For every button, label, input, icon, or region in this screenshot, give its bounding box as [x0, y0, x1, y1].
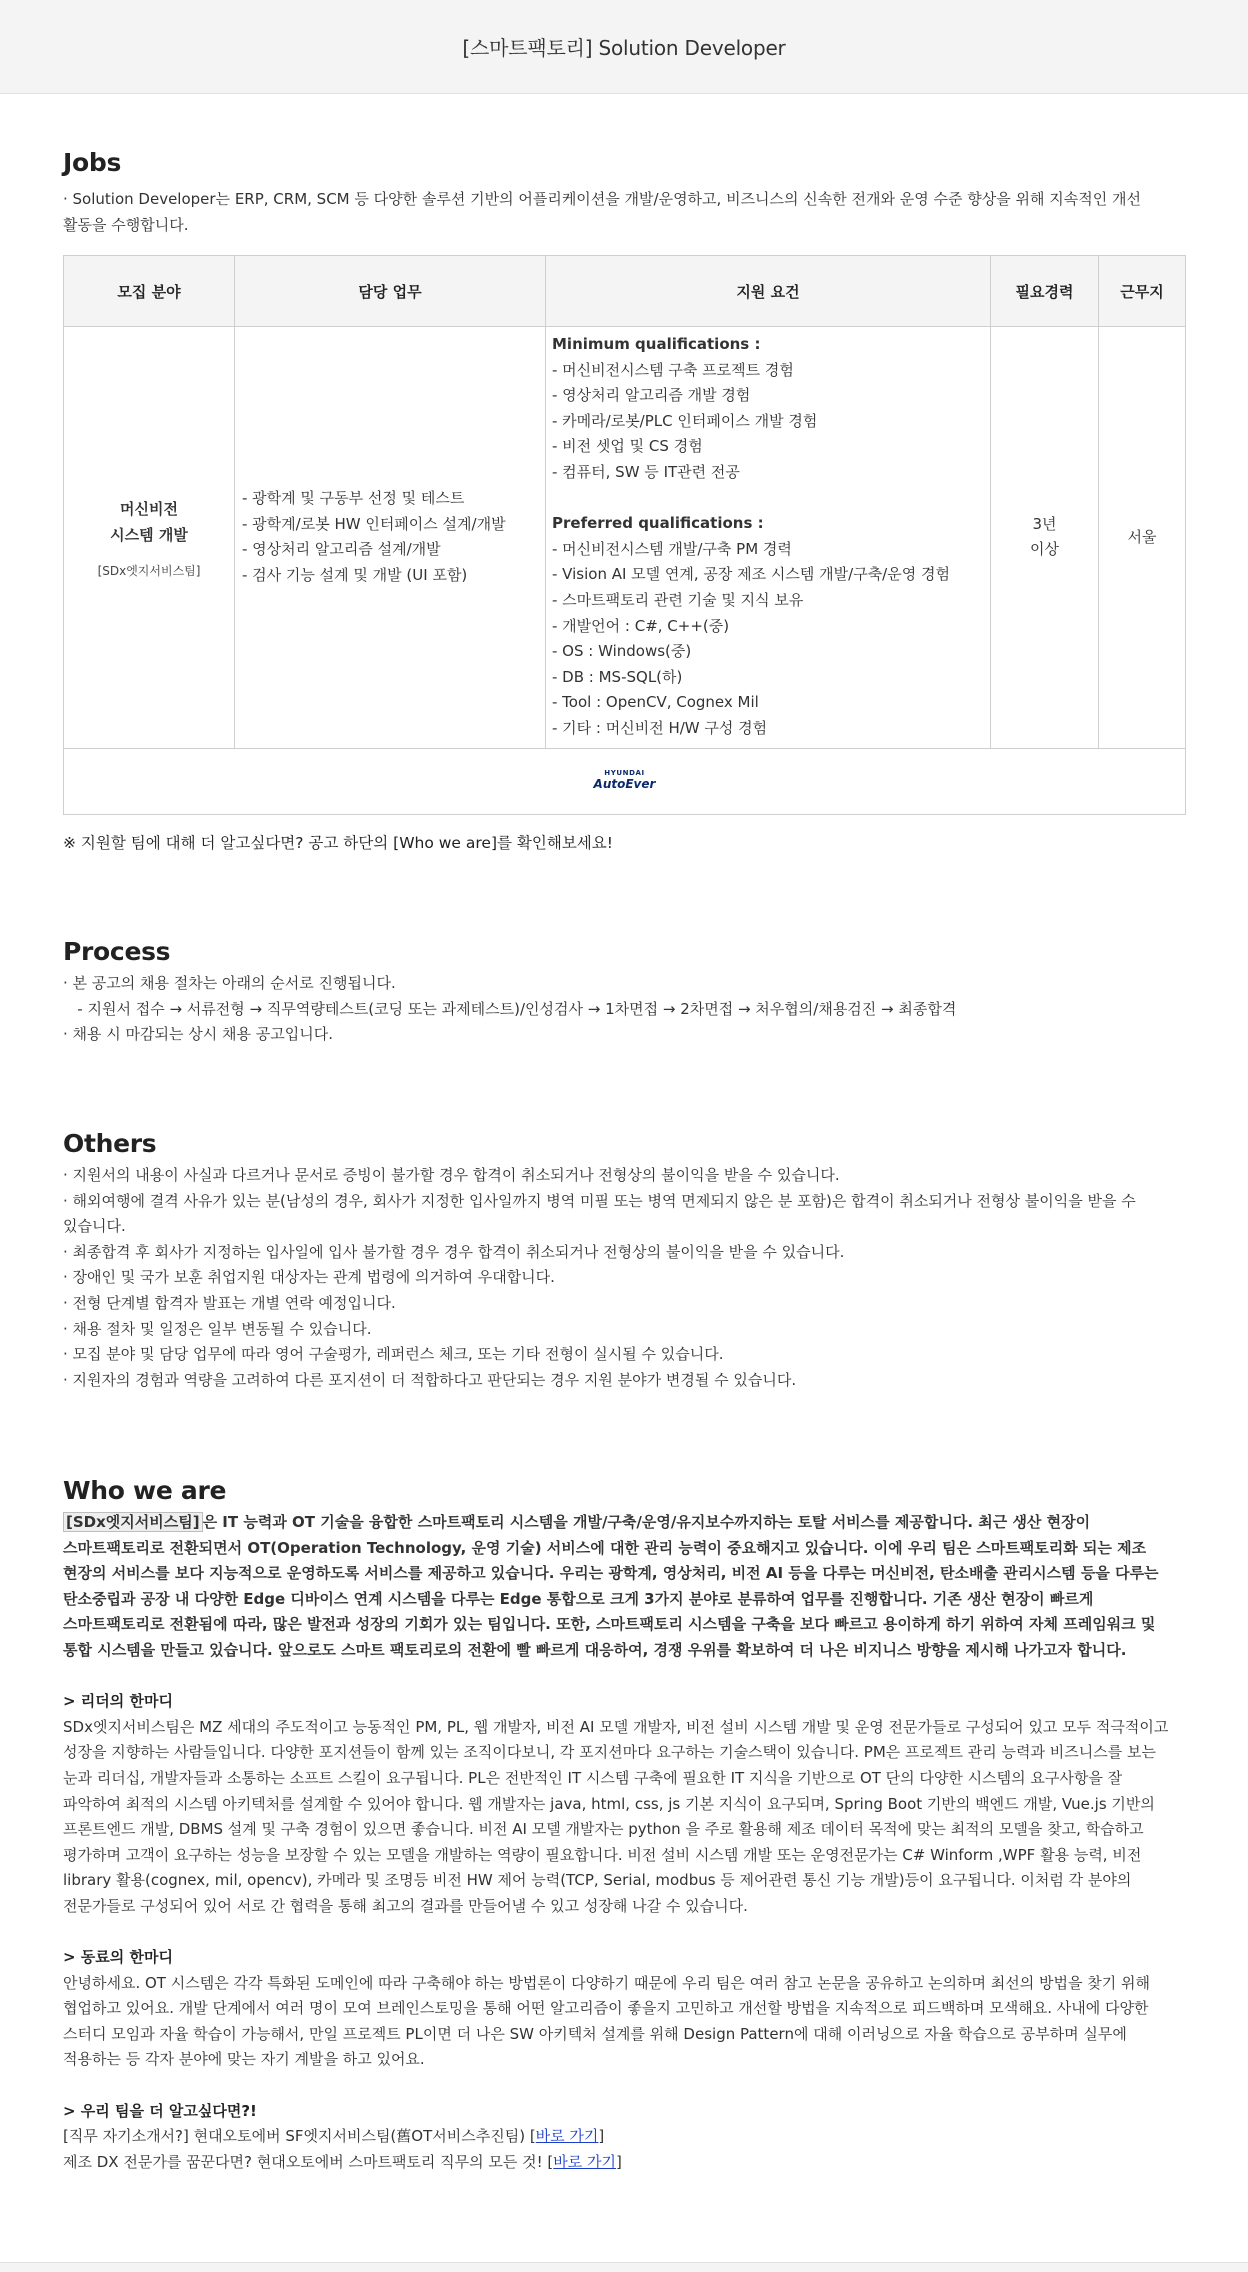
location-value: 서울 — [1127, 527, 1157, 546]
leader-line: 프론트엔드 개발, DBMS 설계 및 구축 경험이 있으면 좋습니다. 비전 AI 모델 개발자는 python 을 주로 활용해 제조 데이터 목적에 맞는 최적의 모델을 찾고, 학습하고 — [63, 1820, 1144, 1839]
field-team: [SDx엣지서비스팀] — [97, 563, 201, 578]
others-line: · 모집 분야 및 담당 업무에 따라 영어 구술평가, 레퍼런스 체크, 또는 기타 전형이 실시될 수 있습니다. — [63, 1345, 724, 1364]
header-requirements: 지원 요건 — [546, 256, 991, 327]
requirements-cell — [546, 327, 991, 749]
jobs-heading: Jobs — [63, 148, 122, 177]
logo-cell — [64, 748, 1186, 814]
duty-item: - 검사 기능 설계 및 개발 (UI 포함) — [242, 565, 468, 584]
leader-line: SDx엣지서비스팀은 MZ 세대의 주도적이고 능동적인 PM, PL, 웹 개발자, 비전 AI 모델 개발자, 비전 설비 시스템 개발 및 운영 전문가들로 구성되어 있고 모두 적극적이고 — [63, 1717, 1169, 1736]
duty-item: - 광학계/로봇 HW 인터페이스 설계/개발 — [242, 514, 506, 533]
header-duties: 담당 업무 — [235, 256, 546, 327]
pref-qualification-item: - Vision AI 모델 연계, 공장 제조 시스템 개발/구축/운영 경험 — [552, 565, 950, 584]
team-note: ※ 지원할 팀에 대해 더 알고싶다면? 공고 하단의 [Who we are]를 확인해보세요! — [63, 834, 613, 852]
leader-line: 전문가들로 구성되어 있어 서로 간 협력을 통해 최고의 결과를 만들어낼 수 있고 성장해 나갈 수 있습니다. — [63, 1896, 748, 1915]
others-line: · 해외여행에 결격 사유가 있는 분(남성의 경우, 회사가 지정한 입사일까지 병역 미필 또는 병역 면제되지 않은 분 포함)은 합격이 취소되거나 전형상 불이익을 받을 수 — [63, 1191, 1136, 1210]
others-line: · 지원자의 경험과 역량을 고려하여 다른 포지션이 더 적합하다고 판단되는 경우 지원 분야가 변경될 수 있습니다. — [63, 1370, 797, 1389]
field-cell — [64, 327, 235, 749]
who-intro-line: 통합 시스템을 만들고 있습니다. 앞으로도 스마트 팩토리로의 전환에 빨 빠르게 대응하여, 경쟁 우위를 확보하여 더 나은 비지니스 방향을 제시해 나가고자 합니다. — [63, 1640, 1127, 1659]
peer-line: 스터디 모임과 자율 학습이 가능해서, 만일 프로젝트 PL이면 더 나은 SW 아키텍처 설계를 위해 Design Pattern에 대해 이러닝으로 자율 학습으로 공부하며 실무에 — [63, 2024, 1127, 2043]
page-footer-bar — [0, 2262, 1248, 2272]
who-intro-line — [63, 1510, 1168, 1536]
career-cell — [991, 327, 1099, 749]
field-name-line: 시스템 개발 — [110, 525, 188, 544]
page-title: [스마트팩토리] Solution Developer — [462, 36, 786, 60]
hyundai-autoever-logo — [594, 770, 656, 790]
others-line: 있습니다. — [63, 1217, 126, 1236]
who-intro-text: 은 IT 능력과 OT 기술을 융합한 스마트팩토리 시스템을 개발/구축/운영/유지보수까지하는 토탈 서비스를 제공합니다. 최근 생산 현장이 — [202, 1513, 1091, 1531]
bracket-close: ] — [598, 2127, 605, 2146]
career-line: 3년 — [1032, 515, 1057, 534]
others-line: · 채용 절차 및 일정은 일부 변동될 수 있습니다. — [63, 1319, 372, 1338]
link-2-go[interactable]: 바로 가기 — [553, 2152, 617, 2171]
more-heading: > 우리 팀을 더 알고싶다면?! — [63, 2101, 257, 2120]
pref-qualification-item: - Tool : OpenCV, Cognex Mil — [552, 693, 759, 712]
leader-line: 성장을 지향하는 사람들입니다. 다양한 포지션들이 함께 있는 조직이다보니, 각 포지션마다 요구하는 기술스택이 있습니다. PM은 프로젝트 관리 능력과 비즈니스를 보는 — [63, 1743, 1156, 1762]
leader-line: library 활용(cognex, mil, opencv), 카메라 및 조명등 비전 HW 제어 능력(TCP, Serial, modbus 등 제어관련 통신 기능 개발)등이 요구됩니다. 이처럼 각 분야의 — [63, 1871, 1132, 1890]
who-we-are-body — [63, 1510, 1168, 2175]
pref-qualifications-title: Preferred qualifications : — [552, 514, 764, 533]
who-we-are-heading: Who we are — [63, 1476, 227, 1505]
process-line: - 지원서 접수 → 서류전형 → 직무역량테스트(코딩 또는 과제테스트)/인성검사 → 1차면접 → 2차면접 → 처우협의/채용검진 → 최종합격 — [63, 999, 957, 1018]
process-heading: Process — [63, 937, 171, 966]
duty-item: - 영상처리 알고리즘 설계/개발 — [242, 540, 441, 559]
leader-line: 눈과 리더십, 개발자들과 소통하는 소프트 스킬이 요구됩니다. PL은 전반적인 IT 시스템 구축에 필요한 IT 지식을 기반으로 OT 단의 다양한 시스템의 요구사항을 잘 — [63, 1768, 1123, 1787]
process-line: · 채용 시 마감되는 상시 채용 공고입니다. — [63, 1025, 333, 1044]
page-header — [0, 0, 1248, 94]
others-line: · 최종합격 후 회사가 지정하는 입사일에 입사 불가할 경우 경우 합격이 취소되거나 전형상의 불이익을 받을 수 있습니다. — [63, 1242, 845, 1261]
link-line-1 — [63, 2124, 1168, 2150]
min-qualification-item: - 컴퓨터, SW 등 IT관련 전공 — [552, 462, 740, 481]
header-location: 근무지 — [1099, 256, 1186, 327]
peer-line: 적용하는 등 각자 분야에 맞는 자기 계발을 하고 있어요. — [63, 2050, 425, 2069]
link-1-go[interactable]: 바로 가기 — [535, 2127, 599, 2146]
min-qualification-item: - 비전 셋업 및 CS 경험 — [552, 437, 703, 456]
others-line: · 장애인 및 국가 보훈 취업지원 대상자는 관계 법령에 의거하여 우대합니다. — [63, 1268, 555, 1287]
duties-cell — [235, 327, 546, 749]
min-qualifications-title: Minimum qualifications : — [552, 335, 761, 353]
who-intro-line: 스마트팩토리로 전환되면서 OT(Operation Technology, 운영 기술) 서비스에 대한 관리 능력이 중요해지고 있습니다. 이에 우리 팀은 스마트팩토리화 되는 제조 — [63, 1538, 1147, 1557]
link-2-prefix: 제조 DX 전문가를 꿈꾼다면? 현대오토에버 스마트팩토리 직무의 모든 것! [ — [63, 2152, 554, 2171]
table-row — [64, 327, 1186, 749]
logo-line: AutoEver — [593, 777, 656, 791]
jobs-intro-line: · Solution Developer는 ERP, CRM, SCM 등 다양한 솔루션 기반의 어플리케이션을 개발/운영하고, 비즈니스의 신속한 전개와 운영 수준 향상을 위해 지속적인 개선 — [63, 190, 1141, 208]
field-name-line: 머신비전 — [120, 499, 178, 518]
jobs-intro-line: 활동을 수행합니다. — [63, 215, 189, 234]
link-1-prefix: [직무 자기소개서?] 현대오토에버 SF엣지서비스팀(舊OT서비스추진팀) [ — [63, 2127, 536, 2146]
team-tag: [SDx엣지서비스팀] — [63, 1512, 203, 1532]
duty-item: - 광학계 및 구동부 선정 및 테스트 — [242, 489, 465, 508]
who-intro-line: 현장의 서비스를 보다 지능적으로 운영하도록 서비스를 제공하고 있습니다. 우리는 광학계, 영상처리, 비전 AI 등을 다루는 머신비전, 탄소배출 관리시스템 등을 다루는 — [63, 1564, 1159, 1583]
pref-qualification-item: - 개발언어 : C#, C++(중) — [552, 616, 730, 635]
logo-line: HYUNDAI — [604, 769, 645, 777]
link-line-2 — [63, 2150, 1168, 2176]
logo-row — [64, 748, 1186, 814]
jobs-table-header-row — [64, 256, 1186, 327]
min-qualification-item: - 카메라/로봇/PLC 인터페이스 개발 경험 — [552, 411, 818, 430]
pref-qualification-item: - DB : MS-SQL(하) — [552, 667, 683, 686]
header-career: 필요경력 — [991, 256, 1099, 327]
process-list — [63, 971, 956, 1048]
jobs-table — [63, 255, 1186, 815]
others-heading: Others — [63, 1129, 157, 1158]
bracket-close: ] — [616, 2152, 622, 2171]
who-intro-line: 스마트팩토리로 전환됨에 따라, 많은 발전과 성장의 기회가 있는 팀입니다. 또한, 스마트팩토리 시스템을 구축을 보다 빠르고 용이하게 하기 위하여 자체 프레임워크 및 — [63, 1615, 1156, 1634]
pref-qualification-item: - 스마트팩토리 관련 기술 및 지식 보유 — [552, 590, 804, 609]
process-line: · 본 공고의 채용 절차는 아래의 순서로 진행됩니다. — [63, 974, 396, 992]
leader-line: 평가하며 고객이 요구하는 성능을 보장할 수 있는 모델을 개발하는 역량이 필요합니다. 비전 설비 시스템 개발 또는 운영전문가는 C# Winform ,WPF 활용 능력, 비전 — [63, 1845, 1142, 1864]
others-line: · 전형 단계별 합격자 발표는 개별 연락 예정입니다. — [63, 1293, 396, 1312]
leader-heading: > 리더의 한마디 — [63, 1692, 173, 1711]
jobs-intro — [63, 187, 1141, 238]
min-qualification-item: - 머신비전시스템 구축 프로젝트 경험 — [552, 360, 794, 379]
pref-qualification-item: - 머신비전시스템 개발/구축 PM 경력 — [552, 539, 792, 558]
peer-line: 안녕하세요. OT 시스템은 각각 특화된 도메인에 따라 구축해야 하는 방법론이 다양하기 때문에 우리 팀은 여러 참고 논문을 공유하고 논의하며 최선의 방법을 찾기 위해 — [63, 1973, 1150, 1992]
header-field: 모집 분야 — [64, 256, 235, 327]
peer-heading: > 동료의 한마디 — [63, 1948, 173, 1967]
others-list — [63, 1163, 1136, 1393]
who-intro-line: 탄소중립과 공장 내 다양한 Edge 디바이스 연계 시스템을 다루는 Edge 통합으로 크게 3가지 분야로 분류하여 업무를 진행합니다. 기존 생산 현장이 빠르게 — [63, 1589, 1094, 1608]
min-qualification-item: - 영상처리 알고리즘 개발 경험 — [552, 386, 751, 405]
career-line: 이상 — [1030, 540, 1059, 559]
pref-qualification-item: - OS : Windows(중) — [552, 642, 692, 661]
leader-line: 파악하여 최적의 시스템 아키텍처를 설계할 수 있어야 합니다. 웹 개발자는 java, html, css, js 기본 지식이 요구되며, Spring Boot 기반의 백엔드 개발, Vue.js 기반의 — [63, 1794, 1155, 1813]
peer-line: 협업하고 있어요. 개발 단계에서 여러 명이 모여 브레인스토밍을 통해 어떤 알고리즘이 좋을지 고민하고 개선할 방법을 지속적으로 피드백하며 모색해요. 사내에 다양한 — [63, 1999, 1149, 2018]
pref-qualification-item: - 기타 : 머신비전 H/W 구성 경험 — [552, 718, 768, 737]
others-line: · 지원서의 내용이 사실과 다르거나 문서로 증빙이 불가할 경우 합격이 취소되거나 전형상의 불이익을 받을 수 있습니다. — [63, 1166, 840, 1184]
location-cell — [1099, 327, 1186, 749]
